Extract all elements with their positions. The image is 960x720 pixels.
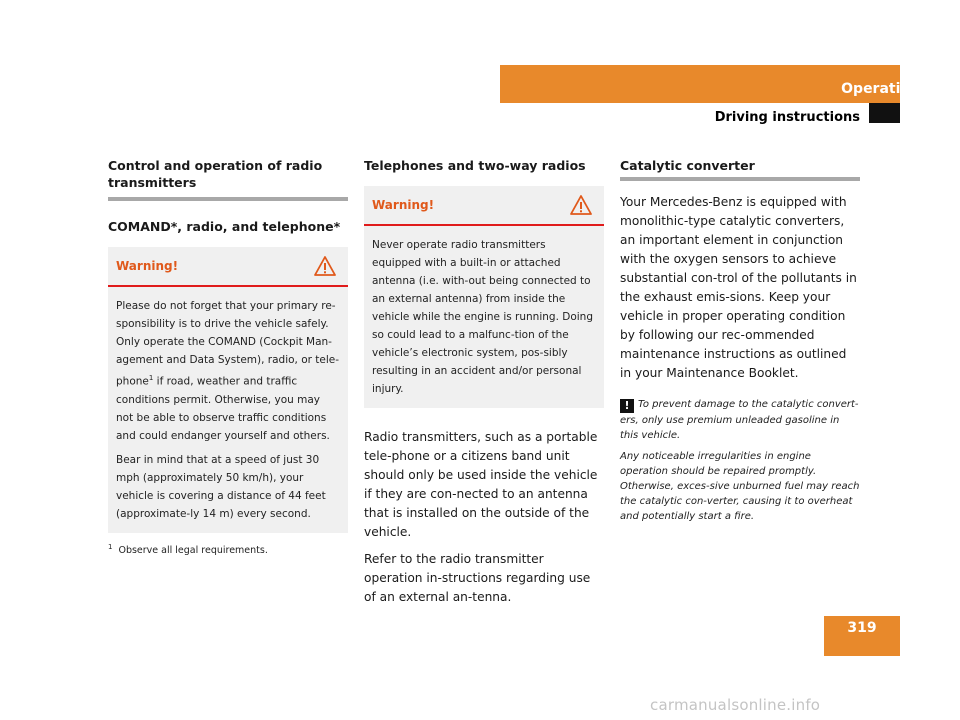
warning-label: Warning! [116,259,179,273]
note-gasoline: ! To prevent damage to the catalytic convert-ers, only use premium unleaded gasoline in this vehicle. [620,399,859,441]
warning-text: Never operate radio transmitters equipped with a built-in or attached antenna (i.e. with-out being connected to an external antenna) from inside the vehicle while the engine is running. Doing so could lead to a malfunc-tion of the vehicle’s electronic system, pos-sibly resulting in an accident and/or personal injury. [372,239,593,395]
warning-text-1: Please do not forget that your primary re-sponsibility is to drive the vehicle safely. Only operate the COMAND (Cockpit Man-agement and Data System), radio, or tele-phone$^1$ if road, weather and traffic conditions permit. Otherwise, you may not be able to observe traffic conditions and could endanger yourself and others. [116,300,340,442]
warning-header [364,186,604,226]
warning-triangle-icon [314,256,336,276]
column-radio-transmitters [108,157,348,556]
exclamation-icon: ! [620,399,634,413]
column-telephones [364,157,604,607]
subsection-title: Driving instructions [714,110,860,125]
warning-header [108,247,348,287]
warning-text-2: Bear in mind that at a speed of just 30 mph (approximately 50 km/h), your vehicle is covering a distance of 44 feet (approximate-ly 14 m) every second. [116,453,326,520]
heading-radio-transmitters: Control and operation of radio transmitters [108,157,348,201]
watermark: carmanualsonline.info [650,696,821,714]
header-marker [869,103,900,123]
warning-triangle-icon [570,195,592,215]
warning-label: Warning! [372,198,435,212]
heading-telephones: Telephones and two-way radios [364,158,586,173]
note-irregularities: Any noticeable irregularities in engine operation should be repaired promptly. Otherwise, exces-sive unburned fuel may reach the catalytic con-verter, causing it to overheat and potentially start a fire. [620,451,860,522]
section-title: Operation [841,81,920,97]
paragraph-radio-1: Radio transmitters, such as a portable tele-phone or a citizens band unit should only be used inside the vehicle if they are con-nected to an antenna that is installed on the outside of the vehicle. [364,430,598,539]
paragraph-catalytic: Your Mercedes-Benz is equipped with monolithic-type catalytic converters, an important element in conjunction with the oxygen sensors to achieve substantial con-trol of the pollutants in the exhaust emis-sions. Keep your vehicle in proper operating condition by following our rec-ommended maintenance instructions as outlined in your Maintenance Booklet. [620,195,857,380]
footnote: $^1$ Observe all legal requirements. [108,542,268,556]
column-catalytic-converter [620,157,860,524]
subheading-comand: COMAND*, radio, and telephone* [108,219,341,234]
heading-catalytic-converter: Catalytic converter [620,157,860,181]
page-number: 319 [847,620,877,636]
warning-box-telephones [364,186,604,408]
paragraph-radio-2: Refer to the radio transmitter operation in-structions regarding use of an external an-tenna. [364,552,591,604]
footnote-ref: 1 [148,374,154,382]
warning-box-comand [108,247,348,533]
header-bar [500,65,900,103]
